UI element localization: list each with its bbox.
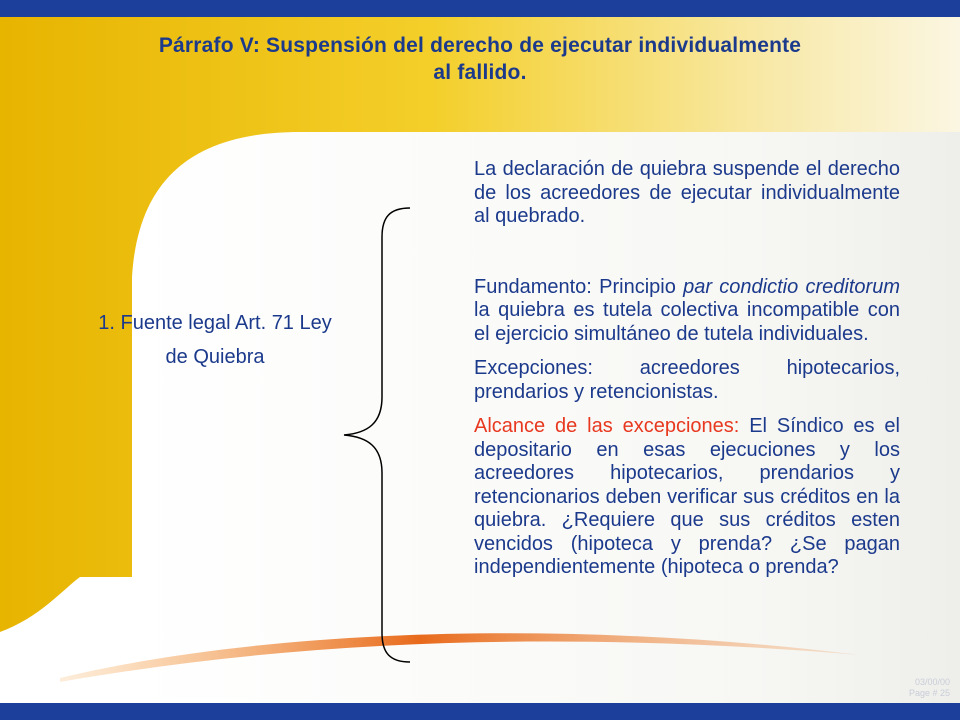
slide-title — [40, 32, 920, 86]
alcance-paragraph — [474, 415, 900, 580]
legal-source-line-1: 1. Fuente legal Art. 71 Ley — [98, 312, 332, 334]
fundamento-text-a: Fundamento: Principio — [474, 275, 684, 298]
declaration-paragraph: La declaración de quiebra suspende el derecho de los acreedores de ejecutar individualmente al quebrado. — [474, 158, 900, 227]
top-brand-bar — [0, 0, 960, 17]
footer-date: 03/00/00 — [914, 677, 950, 687]
bottom-brand-bar — [0, 703, 960, 720]
fundamento-paragraph — [474, 276, 900, 347]
content-column — [474, 158, 900, 580]
alcance-heading: Alcance de las excepciones: — [474, 415, 740, 437]
legal-source-line-2: de Quiebra — [165, 346, 265, 368]
alcance-text: El Síndico es el depositario en esas ejecuciones y los acreedores hipotecarios, prendarios y retencionarios deben verificar sus créditos en la quiebra. ¿Requiere que sus créditos esten vencidos (hipoteca y prenda? ¿Se pagan independientemente (hipoteca o prenda? — [474, 415, 900, 578]
fundamento-text-b: la quiebra es tutela colectiva incompatible con el ejercicio simultáneo de tutela individuales. — [474, 299, 900, 345]
orange-swoosh — [0, 600, 960, 700]
excepciones-paragraph: Excepciones: acreedores hipotecarios, prendarios y retencionistas. — [474, 357, 900, 403]
fundamento-italic: par condictio creditorum — [683, 275, 900, 298]
slide-footer — [880, 677, 950, 699]
curly-brace — [338, 205, 418, 665]
title-line-2: al fallido. — [433, 61, 527, 84]
title-line-1: Párrafo V: Suspensión del derecho de ejecutar individualmente — [158, 34, 802, 57]
footer-page-number: Page # 25 — [908, 688, 950, 698]
